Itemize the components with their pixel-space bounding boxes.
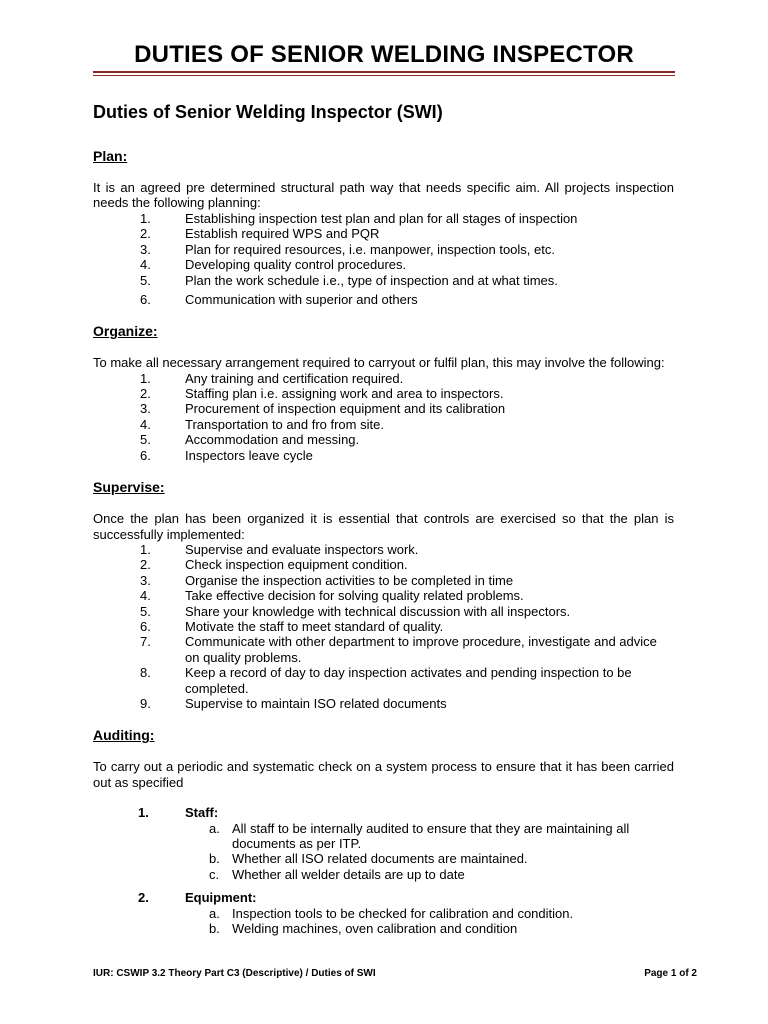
section-heading-plan: Plan:	[93, 148, 128, 164]
list-item: b. Whether all ISO related documents are maintained.	[209, 851, 528, 867]
title-rule-thick	[93, 71, 675, 73]
section-intro-plan: It is an agreed pre determined structural path way that needs specific aim. All projects inspection needs the following planning:	[93, 180, 674, 211]
audit-list-equipment	[93, 906, 674, 937]
section-supervise	[93, 478, 674, 711]
section-organize	[93, 322, 674, 463]
section-auditing	[93, 726, 674, 936]
footer-page-number: Page 1 of 2	[644, 968, 697, 979]
list-item: c. Whether all welder details are up to date	[209, 866, 465, 882]
section-intro-auditing: To carry out a periodic and systematic check on a system process to ensure that it has been carried out as specified	[93, 759, 674, 790]
list-item: 2. Check inspection equipment condition.	[140, 557, 408, 573]
section-heading-supervise: Supervise:	[93, 479, 165, 496]
list-item: 1. Any training and certification required.	[140, 370, 404, 386]
audit-group-heading: 2. Equipment:	[138, 890, 257, 906]
section-heading-organize: Organize:	[93, 323, 158, 340]
list-item: 6. Inspectors leave cycle	[140, 447, 313, 463]
list-item: 4. Developing quality control procedures.	[140, 257, 407, 273]
list-item: b. Welding machines, oven calibration and condition	[209, 921, 518, 937]
section-intro-organize: To make all necessary arrangement required to carryout or fulfil plan, this may involve the following:	[93, 355, 665, 371]
list-item: 2. Staffing plan i.e. assigning work and area to inspectors.	[140, 386, 504, 402]
audit-list-staff	[93, 821, 674, 883]
list-item: 5. Accommodation and messing.	[140, 432, 360, 448]
audit-group-heading: 1. Staff:	[138, 805, 219, 821]
audit-group-equipment	[93, 890, 674, 936]
list-item: 6. Motivate the staff to meet standard of quality.	[140, 618, 444, 634]
list-supervise	[93, 542, 674, 711]
section-intro-supervise: Once the plan has been organized it is essential that controls are exercised so that the plan is successfully implemented:	[93, 511, 674, 542]
list-item: 7. Communicate with other department to improve procedure, investigate and advice on quality problems.	[140, 634, 657, 665]
section-plan	[93, 147, 674, 307]
list-item: 5. Plan the work schedule i.e., type of inspection and at what times.	[140, 273, 558, 289]
document-subtitle: Duties of Senior Welding Inspector (SWI)	[93, 102, 443, 122]
list-item: 4. Transportation to and fro from site.	[140, 416, 384, 432]
title-rule-thin	[93, 75, 675, 76]
document-body	[93, 100, 674, 944]
list-item: 9. Supervise to maintain ISO related documents	[140, 695, 447, 711]
list-item: 5. Share your knowledge with technical discussion with all inspectors.	[140, 603, 571, 619]
list-item: 3. Organise the inspection activities to be completed in time	[140, 572, 514, 588]
list-item: 1. Establishing inspection test plan and plan for all stages of inspection	[140, 210, 578, 226]
list-item: a. Inspection tools to be checked for calibration and condition.	[209, 905, 574, 921]
list-item: 8. Keep a record of day to day inspection activates and pending inspection to be completed.	[140, 665, 632, 696]
list-item: 3. Plan for required resources, i.e. manpower, inspection tools, etc.	[140, 241, 555, 257]
list-organize	[93, 371, 674, 463]
list-item: 1. Supervise and evaluate inspectors work.	[140, 541, 419, 557]
list-item: a. All staff to be internally audited to ensure that they are maintaining all documents as per ITP.	[209, 820, 630, 851]
document-title: DUTIES OF SENIOR WELDING INSPECTOR	[134, 41, 634, 68]
list-item: 4. Take effective decision for solving quality related problems.	[140, 588, 524, 604]
footer-document-reference: IUR: CSWIP 3.2 Theory Part C3 (Descriptive) / Duties of SWI	[93, 968, 376, 979]
list-item: 6. Communication with superior and others	[140, 291, 418, 307]
list-item: 2. Establish required WPS and PQR	[140, 226, 380, 242]
audit-group-staff	[93, 805, 674, 882]
section-heading-auditing: Auditing:	[93, 727, 155, 744]
list-plan	[93, 211, 674, 307]
list-item: 3. Procurement of inspection equipment and its calibration	[140, 401, 506, 417]
